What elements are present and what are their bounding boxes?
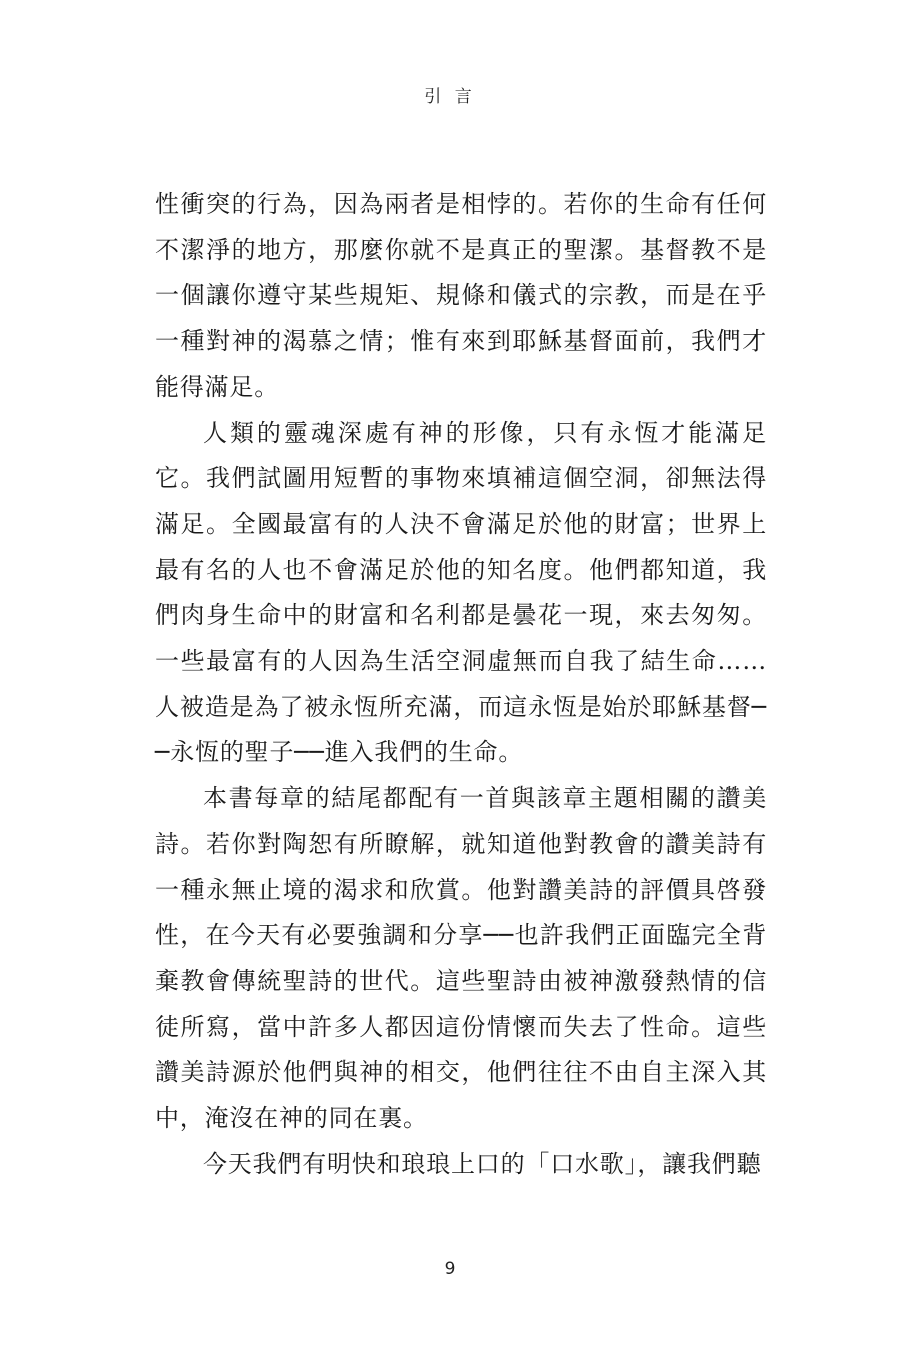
paragraph-continued: 性衝突的行為，因為兩者是相悖的。若你的生命有任何不潔淨的地方，那麼你就不是真正的聖潔。基督教不是一個讓你遵守某些規矩、規條和儀式的宗教，而是在乎一種對神的渴慕之情；惟有來到耶穌基督面前，我們才能得滿足。 [155,190,767,401]
running-header: 引 言 [424,87,476,107]
paragraph: 本書每章的結尾都配有一首與該章主題相關的讚美詩。若你對陶恕有所瞭解，就知道他對教會的讚美詩有一種永無止境的渴求和欣賞。他對讚美詩的評價具啓發性，在今天有必要強調和分享──也許我們正面臨完全背棄教會傳統聖詩的世代。這些聖詩由被神激發熱情的信徒所寫，當中許多人都因這份情懷而失去了性命。這些讚美詩源於他們與神的相交，他們往往不由自主深入其中，淹沒在神的同在裏。 [155,784,767,1133]
paragraph: 人類的靈魂深處有神的形像，只有永恆才能滿足它。我們試圖用短暫的事物來填補這個空洞，卻無法得滿足。全國最富有的人決不會滿足於他的財富；世界上最有名的人也不會滿足於他的知名度。他們都知道，我們肉身生命中的財富和名利都是曇花一現，來去匆匆。一些最富有的人因為生活空洞虛無而自我了結生命……人被造是為了被永恆所充滿，而這永恆是始於耶穌基督──永恆的聖子──進入我們的生命。 [155,418,767,767]
body-text [155,182,767,1187]
paragraph: 今天我們有明快和琅琅上口的「口水歌」，讓我們聽 [203,1149,762,1178]
page-number: 9 [444,1259,456,1279]
